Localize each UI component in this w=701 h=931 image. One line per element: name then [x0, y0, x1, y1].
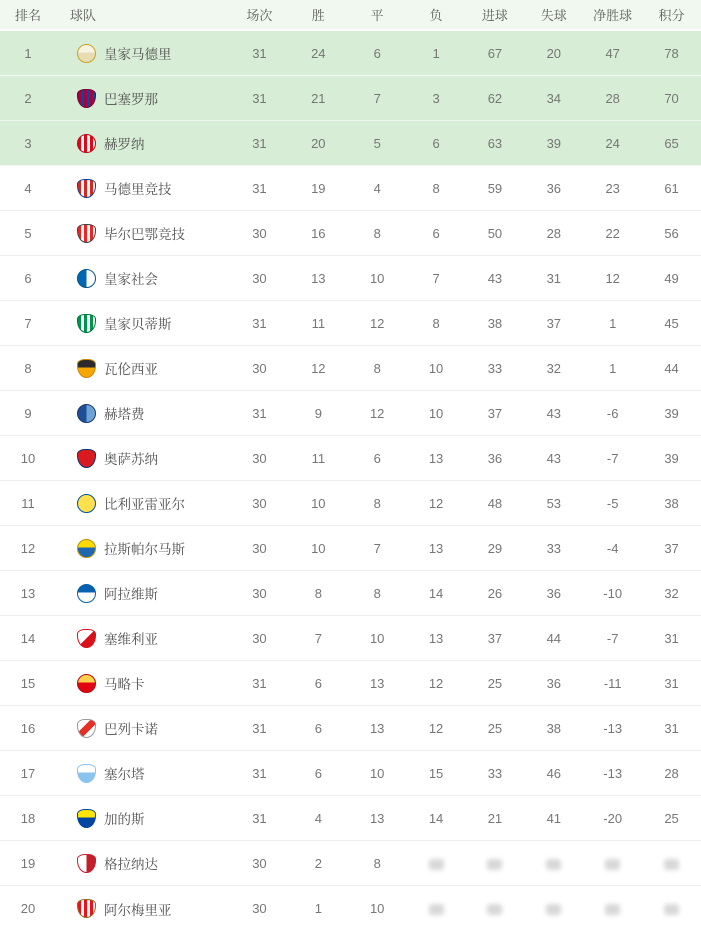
stat-cell-goals_against: 46 [546, 765, 562, 781]
rank-cell: 9 [24, 405, 32, 421]
stat-cell-draw: 7 [373, 540, 381, 556]
stat-cell-draw: 10 [369, 630, 385, 646]
stat-cell-draw: 7 [373, 90, 381, 106]
stat-cell-draw: 6 [373, 45, 381, 61]
table-row[interactable] [0, 661, 701, 706]
stat-cell-loss [407, 856, 466, 871]
stat-cell-goals_against: 43 [546, 450, 562, 466]
team-name: 马德里竞技 [104, 182, 172, 197]
stat-cell-draw: 13 [369, 810, 385, 826]
stat-cell-loss: 13 [428, 630, 444, 646]
stat-cell-goals_for: 59 [487, 180, 503, 196]
team-crest-icon [77, 764, 96, 783]
stat-cell-goal_diff: 22 [605, 225, 620, 241]
rank-cell: 18 [20, 810, 36, 826]
stat-cell-goals_against: 44 [546, 630, 562, 646]
stat-cell-win: 10 [311, 495, 326, 511]
stat-cell-goals_against: 33 [546, 540, 562, 556]
team-crest-icon [77, 584, 96, 603]
rank-cell: 12 [20, 540, 36, 556]
stat-cell-draw: 8 [373, 495, 381, 511]
stat-cell-goals_against: 20 [546, 45, 562, 61]
table-row[interactable] [0, 391, 701, 436]
team-cell [56, 718, 230, 738]
rank-cell: 14 [20, 630, 36, 646]
stat-cell-win: 8 [314, 585, 322, 601]
stat-cell-win: 13 [311, 270, 326, 286]
stat-cell-goals_against: 32 [546, 360, 562, 376]
team-name: 皇家贝蒂斯 [104, 317, 172, 332]
obscured-value [546, 859, 561, 870]
stat-cell-goals_for: 37 [487, 630, 503, 646]
stat-cell-goals_for: 37 [487, 405, 503, 421]
stat-cell-points: 38 [664, 495, 679, 511]
stat-cell-win: 16 [311, 225, 326, 241]
stat-cell-played: 31 [252, 675, 267, 691]
table-row[interactable] [0, 481, 701, 526]
stat-cell-loss: 8 [432, 180, 440, 196]
stat-cell-loss: 3 [432, 90, 440, 106]
table-row[interactable] [0, 526, 701, 571]
team-cell [56, 808, 230, 828]
stat-cell-goals_against [524, 901, 583, 916]
team-cell [56, 448, 230, 468]
stat-cell-goals_against: 53 [546, 495, 562, 511]
stat-cell-goals_for: 62 [487, 90, 503, 106]
stat-cell-goals_for: 25 [487, 720, 503, 736]
rank-cell: 17 [20, 765, 36, 781]
stat-cell-goal_diff: 28 [605, 90, 620, 106]
stat-cell-points [642, 856, 701, 871]
stat-cell-goal_diff: -10 [603, 585, 623, 601]
stat-cell-played: 31 [252, 720, 267, 736]
stat-cell-win: 6 [314, 720, 322, 736]
team-name: 加的斯 [104, 812, 145, 827]
team-crest-icon [77, 809, 96, 828]
stat-cell-goal_diff: -20 [603, 810, 623, 826]
team-crest-icon [77, 449, 96, 468]
stat-cell-played: 31 [252, 405, 267, 421]
obscured-value [546, 904, 561, 915]
rank-cell: 11 [21, 495, 35, 511]
table-row[interactable] [0, 841, 701, 886]
stat-cell-loss: 1 [432, 45, 440, 61]
stat-cell-loss: 12 [428, 720, 444, 736]
stat-cell-played: 31 [252, 315, 267, 331]
team-cell [56, 583, 230, 603]
stat-cell-goals_against: 36 [546, 180, 562, 196]
stat-cell-goals_for: 36 [487, 450, 503, 466]
stat-cell-win: 7 [314, 630, 322, 646]
team-crest-icon [77, 44, 96, 63]
team-name: 阿拉维斯 [104, 587, 158, 602]
stat-cell-win: 24 [311, 45, 326, 61]
stat-cell-loss: 6 [432, 225, 440, 241]
team-crest-icon [77, 539, 96, 558]
stat-cell-draw: 10 [369, 270, 385, 286]
team-name: 赫塔费 [104, 407, 145, 422]
stat-cell-played: 30 [252, 901, 267, 916]
stat-cell-draw: 6 [373, 450, 381, 466]
stat-cell-points: 45 [664, 315, 679, 331]
stat-cell-points: 32 [664, 585, 679, 601]
team-crest-icon [77, 179, 96, 198]
stat-cell-win: 6 [314, 765, 322, 781]
rank-cell: 3 [24, 135, 32, 151]
stat-cell-goals_against: 41 [546, 810, 562, 826]
table-row[interactable] [0, 31, 701, 76]
team-cell [56, 763, 230, 783]
obscured-value [487, 859, 502, 870]
rank-cell: 7 [24, 315, 32, 331]
team-name: 毕尔巴鄂竞技 [104, 227, 185, 242]
stat-cell-loss: 12 [428, 675, 444, 691]
stat-cell-win: 11 [311, 315, 326, 331]
stat-cell-points: 49 [664, 270, 679, 286]
team-cell [56, 403, 230, 423]
stat-cell-goals_for: 43 [487, 270, 503, 286]
team-cell [56, 43, 230, 63]
team-cell [56, 853, 230, 873]
stat-cell-goal_diff [583, 856, 642, 871]
stat-cell-goals_for: 67 [487, 45, 503, 61]
team-cell [56, 268, 230, 288]
stat-cell-points: 37 [664, 540, 679, 556]
stat-cell-win: 20 [311, 135, 326, 151]
stat-cell-goal_diff: -6 [606, 405, 619, 421]
column-header-goals_for: 进球 [481, 8, 508, 23]
stat-cell-loss: 14 [428, 810, 444, 826]
stat-cell-goal_diff: -13 [603, 765, 623, 781]
team-cell [56, 899, 230, 919]
stat-cell-played: 30 [252, 855, 267, 871]
table-row[interactable] [0, 796, 701, 841]
obscured-value [429, 859, 444, 870]
stat-cell-goals_against: 34 [546, 90, 562, 106]
table-row[interactable] [0, 751, 701, 796]
team-crest-icon [77, 224, 96, 243]
stat-cell-goal_diff: 24 [605, 135, 620, 151]
table-row[interactable] [0, 571, 701, 616]
stat-cell-goals_for: 26 [487, 585, 503, 601]
stat-cell-goals_against: 43 [546, 405, 562, 421]
stat-cell-loss: 10 [428, 360, 444, 376]
stat-cell-goals_for: 38 [487, 315, 503, 331]
team-name: 格拉纳达 [104, 857, 158, 872]
rank-cell: 5 [24, 225, 32, 241]
stat-cell-win: 21 [311, 90, 326, 106]
stat-cell-draw: 12 [369, 315, 385, 331]
stat-cell-points: 39 [664, 450, 679, 466]
stat-cell-points: 31 [664, 720, 679, 736]
team-crest-icon [77, 854, 96, 873]
team-crest-icon [77, 899, 96, 918]
stat-cell-played: 30 [252, 225, 267, 241]
stat-cell-goals_for: 63 [487, 135, 503, 151]
stat-cell-played: 31 [252, 765, 267, 781]
rank-cell: 16 [20, 720, 36, 736]
team-name: 塞尔塔 [104, 767, 145, 782]
stat-cell-goal_diff: -7 [606, 450, 619, 466]
stat-cell-goals_against: 36 [546, 675, 562, 691]
stat-cell-win: 10 [311, 540, 326, 556]
team-crest-icon [77, 89, 96, 108]
obscured-value [605, 904, 620, 915]
team-name: 巴列卡诺 [104, 722, 158, 737]
obscured-value [664, 859, 679, 870]
stat-cell-goals_for: 21 [487, 810, 503, 826]
table-row[interactable] [0, 301, 701, 346]
table-row[interactable] [0, 256, 701, 301]
stat-cell-loss: 6 [432, 135, 440, 151]
stat-cell-points: 31 [664, 675, 679, 691]
stat-cell-loss: 12 [428, 495, 444, 511]
stat-cell-draw: 8 [373, 855, 381, 871]
stat-cell-played: 30 [252, 450, 267, 466]
stat-cell-goals_for: 33 [487, 360, 503, 376]
stat-cell-win: 2 [314, 855, 322, 871]
stat-cell-win: 19 [311, 180, 326, 196]
stat-cell-points: 31 [664, 630, 679, 646]
stat-cell-win: 12 [311, 360, 326, 376]
stat-cell-played: 31 [252, 180, 267, 196]
stat-cell-win: 6 [314, 675, 322, 691]
stat-cell-loss: 13 [428, 540, 444, 556]
stat-cell-goal_diff: 23 [605, 180, 620, 196]
team-cell [56, 223, 230, 243]
stat-cell-draw: 10 [369, 765, 385, 781]
stat-cell-played: 31 [252, 45, 267, 61]
team-cell [56, 313, 230, 333]
team-name: 皇家社会 [104, 272, 158, 287]
stat-cell-loss: 15 [428, 765, 444, 781]
stat-cell-played: 31 [252, 135, 267, 151]
stat-cell-draw: 13 [369, 720, 385, 736]
team-crest-icon [77, 629, 96, 648]
stat-cell-draw: 10 [369, 901, 385, 916]
stat-cell-points: 70 [664, 90, 679, 106]
stat-cell-loss: 8 [432, 315, 440, 331]
team-cell [56, 493, 230, 513]
stat-cell-goals_for [466, 901, 525, 916]
stat-cell-goals_against: 37 [546, 315, 562, 331]
column-header-team: 球队 [70, 8, 97, 23]
stat-cell-played: 30 [252, 270, 267, 286]
column-header-loss: 负 [429, 8, 443, 23]
stat-cell-loss: 7 [432, 270, 440, 286]
table-header [0, 0, 701, 31]
stat-cell-points: 65 [664, 135, 679, 151]
stat-cell-goals_for: 29 [487, 540, 503, 556]
stat-cell-goals_for: 33 [487, 765, 503, 781]
column-header-points: 积分 [658, 8, 685, 23]
team-name: 塞维利亚 [104, 632, 158, 647]
column-header-played: 场次 [246, 8, 273, 23]
stat-cell-loss: 10 [428, 405, 444, 421]
stat-cell-played: 30 [252, 360, 267, 376]
stat-cell-goal_diff: -11 [603, 675, 622, 691]
stat-cell-goal_diff: 1 [609, 315, 617, 331]
team-crest-icon [77, 134, 96, 153]
stat-cell-goals_for: 50 [487, 225, 503, 241]
stat-cell-draw: 13 [369, 675, 385, 691]
stat-cell-points: 61 [664, 180, 679, 196]
team-name: 赫罗纳 [104, 137, 145, 152]
team-name: 马略卡 [104, 677, 145, 692]
team-crest-icon [77, 359, 96, 378]
stat-cell-goal_diff: 12 [605, 270, 620, 286]
column-header-goal_diff: 净胜球 [593, 8, 633, 23]
rank-cell: 13 [20, 585, 36, 601]
stat-cell-win: 9 [314, 405, 322, 421]
team-name: 奥萨苏纳 [104, 452, 158, 467]
table-row[interactable] [0, 121, 701, 166]
team-cell [56, 178, 230, 198]
stat-cell-played: 30 [252, 585, 267, 601]
stat-cell-goals_for: 48 [487, 495, 503, 511]
stat-cell-goals_for [466, 856, 525, 871]
table-row[interactable] [0, 76, 701, 121]
stat-cell-draw: 8 [373, 585, 381, 601]
stat-cell-draw: 5 [373, 135, 381, 151]
team-crest-icon [77, 494, 96, 513]
team-cell [56, 628, 230, 648]
stat-cell-draw: 8 [373, 225, 381, 241]
stat-cell-goals_against [524, 856, 583, 871]
team-cell [56, 358, 230, 378]
stat-cell-points: 39 [664, 405, 679, 421]
rank-cell: 8 [24, 360, 32, 376]
team-cell [56, 538, 230, 558]
column-header-win: 胜 [311, 8, 325, 23]
team-crest-icon [77, 719, 96, 738]
stat-cell-goal_diff [583, 901, 642, 916]
stat-cell-points: 25 [664, 810, 679, 826]
stat-cell-goal_diff: 47 [605, 45, 620, 61]
team-crest-icon [77, 314, 96, 333]
obscured-value [605, 859, 620, 870]
stat-cell-played: 30 [252, 540, 267, 556]
team-cell [56, 88, 230, 108]
rank-cell: 1 [24, 45, 32, 61]
stat-cell-goals_for: 25 [487, 675, 503, 691]
stat-cell-loss: 13 [428, 450, 444, 466]
stat-cell-win: 4 [314, 810, 322, 826]
team-crest-icon [77, 674, 96, 693]
stat-cell-points: 78 [664, 45, 679, 61]
stat-cell-goals_against: 36 [546, 585, 562, 601]
stat-cell-draw: 8 [373, 360, 381, 376]
stat-cell-played: 31 [252, 90, 267, 106]
obscured-value [664, 904, 679, 915]
team-name: 拉斯帕尔马斯 [104, 542, 185, 557]
rank-cell: 6 [24, 270, 32, 286]
stat-cell-points: 28 [664, 765, 679, 781]
team-crest-icon [77, 269, 96, 288]
team-name: 巴塞罗那 [104, 92, 158, 107]
team-name: 比利亚雷亚尔 [104, 497, 185, 512]
stat-cell-goals_against: 28 [546, 225, 562, 241]
rank-cell: 19 [20, 855, 36, 871]
rank-cell: 2 [24, 90, 32, 106]
team-name: 阿尔梅里亚 [104, 902, 172, 918]
stat-cell-played: 31 [252, 810, 267, 826]
team-name: 皇家马德里 [104, 47, 172, 62]
stat-cell-win: 11 [311, 450, 326, 466]
stat-cell-goals_against: 39 [546, 135, 562, 151]
stat-cell-loss [407, 901, 466, 916]
team-cell [56, 673, 230, 693]
stat-cell-goals_against: 31 [546, 270, 562, 286]
stat-cell-loss: 14 [428, 585, 444, 601]
table-row[interactable] [0, 346, 701, 391]
column-header-goals_against: 失球 [540, 8, 567, 23]
team-name: 瓦伦西亚 [104, 362, 158, 377]
stat-cell-goal_diff: -5 [606, 495, 619, 511]
stat-cell-points: 56 [664, 225, 679, 241]
stat-cell-goal_diff: -13 [603, 720, 623, 736]
stat-cell-points: 44 [664, 360, 679, 376]
stat-cell-draw: 4 [373, 180, 381, 196]
obscured-value [429, 904, 444, 915]
table-row[interactable] [0, 166, 701, 211]
stat-cell-played: 30 [252, 495, 267, 511]
rank-cell: 15 [20, 675, 36, 691]
stat-cell-goal_diff: 1 [609, 360, 617, 376]
rank-cell: 20 [20, 901, 36, 916]
table-row[interactable] [0, 436, 701, 481]
table-row[interactable] [0, 211, 701, 256]
stat-cell-goal_diff: -7 [606, 630, 619, 646]
rank-cell: 4 [24, 180, 32, 196]
stat-cell-goal_diff: -4 [606, 540, 619, 556]
stat-cell-draw: 12 [369, 405, 385, 421]
stat-cell-win: 1 [314, 901, 322, 916]
stat-cell-goals_against: 38 [546, 720, 562, 736]
team-cell [56, 133, 230, 153]
table-body [0, 31, 701, 931]
table-row[interactable] [0, 886, 701, 931]
column-header-rank: 排名 [14, 8, 41, 23]
rank-cell: 10 [20, 450, 36, 466]
obscured-value [487, 904, 502, 915]
stat-cell-points [642, 901, 701, 916]
stat-cell-played: 30 [252, 630, 267, 646]
table-row[interactable] [0, 706, 701, 751]
column-header-draw: 平 [370, 8, 384, 23]
table-row[interactable] [0, 616, 701, 661]
team-crest-icon [77, 404, 96, 423]
